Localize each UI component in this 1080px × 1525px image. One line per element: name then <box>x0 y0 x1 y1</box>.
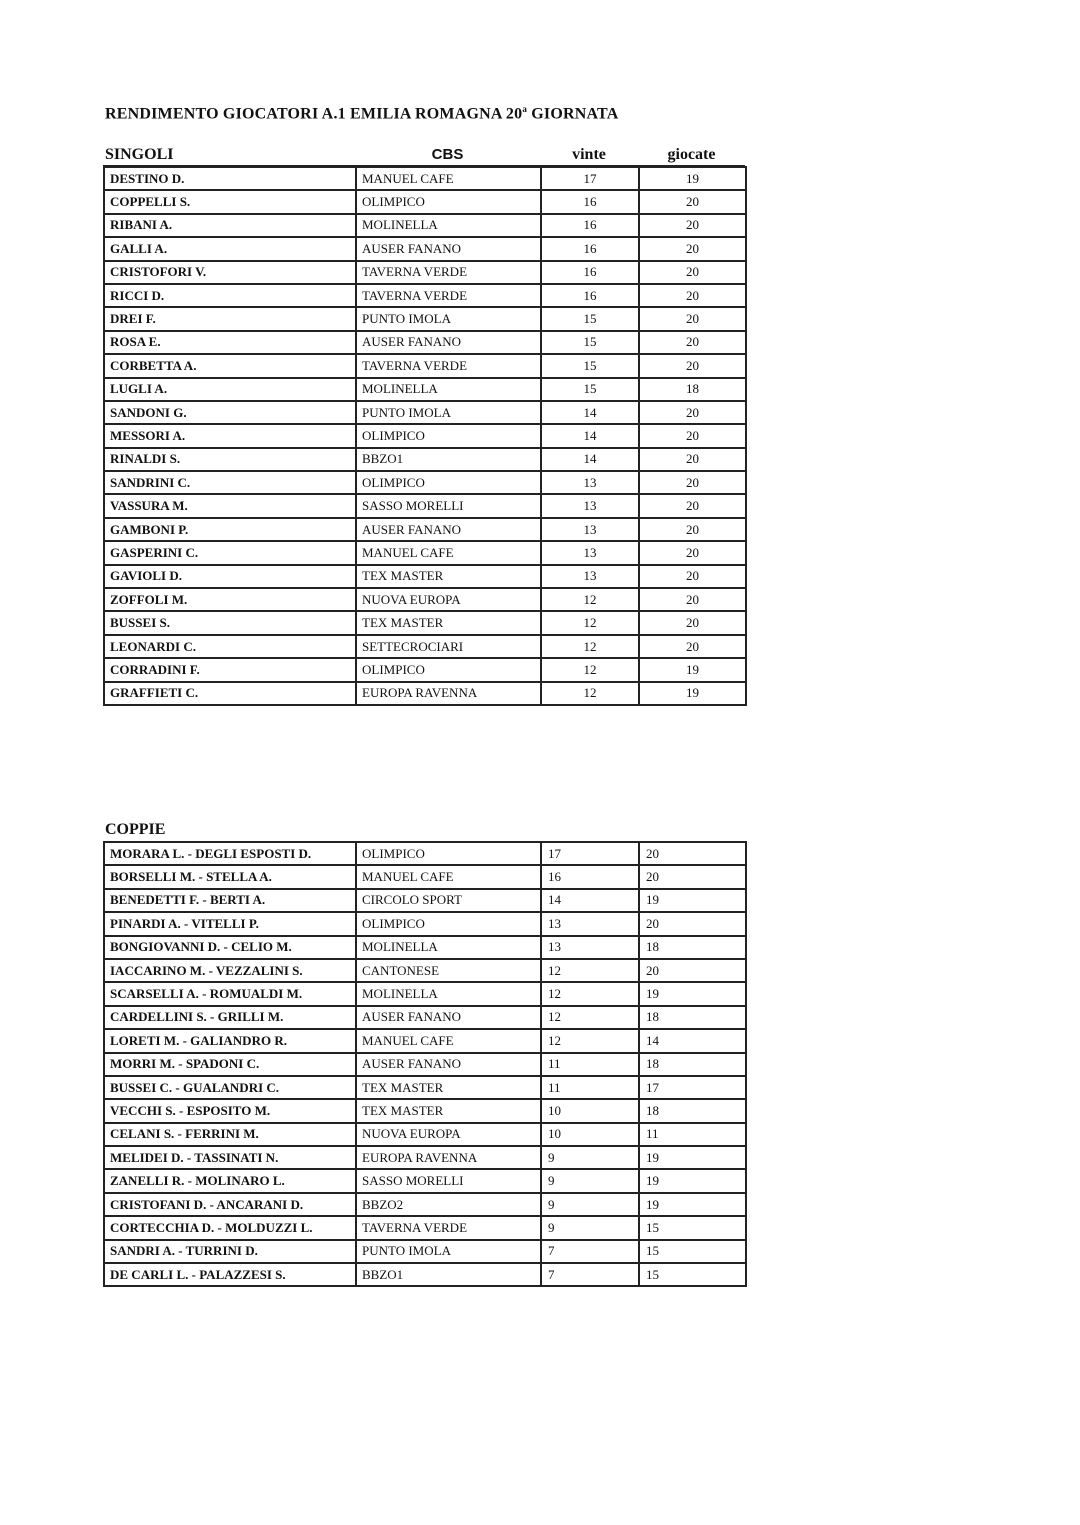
team-cell: EUROPA RAVENNA <box>356 1146 541 1169</box>
giocate-cell: 18 <box>639 936 746 959</box>
giocate-cell: 15 <box>639 1216 746 1239</box>
team-cell: TEX MASTER <box>356 1076 541 1099</box>
table-row <box>104 261 746 284</box>
vinte-cell: 13 <box>541 936 639 959</box>
giocate-cell: 20 <box>639 611 746 634</box>
table-row <box>104 912 746 935</box>
vinte-cell: 10 <box>541 1099 639 1122</box>
player-name-cell: GASPERINI C. <box>104 541 356 564</box>
vinte-cell: 16 <box>541 237 639 260</box>
player-name-cell: RINALDI S. <box>104 448 356 471</box>
vinte-cell: 12 <box>541 635 639 658</box>
team-cell: MANUEL CAFE <box>356 541 541 564</box>
table-row <box>104 682 746 705</box>
giocate-cell: 20 <box>639 494 746 517</box>
singoli-header: SINGOLI <box>105 146 174 163</box>
player-name-cell: RIBANI A. <box>104 214 356 237</box>
giocate-cell: 20 <box>639 448 746 471</box>
table-row <box>104 307 746 330</box>
table-row <box>104 842 746 865</box>
table-row <box>104 1263 746 1286</box>
vinte-cell: 14 <box>541 889 639 912</box>
player-name-cell: MORRI M. - SPADONI C. <box>104 1053 356 1076</box>
table-row <box>104 635 746 658</box>
team-cell: SASSO MORELLI <box>356 1169 541 1192</box>
giocate-cell: 19 <box>639 889 746 912</box>
vinte-cell: 16 <box>541 214 639 237</box>
giocate-cell: 20 <box>639 912 746 935</box>
player-name-cell: CORRADINI F. <box>104 658 356 681</box>
vinte-cell: 15 <box>541 331 639 354</box>
player-name-cell: PINARDI A. - VITELLI P. <box>104 912 356 935</box>
table-row <box>104 959 746 982</box>
table-row <box>104 611 746 634</box>
giocate-cell: 20 <box>639 865 746 888</box>
vinte-cell: 13 <box>541 912 639 935</box>
table-row <box>104 865 746 888</box>
player-name-cell: BENEDETTI F. - BERTI A. <box>104 889 356 912</box>
giocate-header: giocate <box>667 146 716 163</box>
table-row <box>104 1076 746 1099</box>
coppie-header: COPPIE <box>105 821 166 838</box>
team-cell: MANUEL CAFE <box>356 865 541 888</box>
vinte-cell: 11 <box>541 1076 639 1099</box>
team-cell: OLIMPICO <box>356 471 541 494</box>
table-row <box>104 936 746 959</box>
vinte-cell: 13 <box>541 494 639 517</box>
vinte-cell: 12 <box>541 1006 639 1029</box>
giocate-cell: 18 <box>639 1099 746 1122</box>
table-row <box>104 889 746 912</box>
giocate-cell: 20 <box>639 261 746 284</box>
player-name-cell: ZANELLI R. - MOLINARO L. <box>104 1169 356 1192</box>
player-name-cell: LEONARDI C. <box>104 635 356 658</box>
team-cell: CANTONESE <box>356 959 541 982</box>
vinte-cell: 13 <box>541 518 639 541</box>
giocate-cell: 14 <box>639 1029 746 1052</box>
table-row <box>104 378 746 401</box>
player-name-cell: LORETI M. - GALIANDRO R. <box>104 1029 356 1052</box>
giocate-cell: 20 <box>639 354 746 377</box>
team-cell: MANUEL CAFE <box>356 167 541 190</box>
giocate-cell: 20 <box>639 284 746 307</box>
player-name-cell: CORBETTA A. <box>104 354 356 377</box>
vinte-cell: 9 <box>541 1216 639 1239</box>
vinte-cell: 12 <box>541 959 639 982</box>
player-name-cell: COPPELLI S. <box>104 190 356 213</box>
vinte-cell: 7 <box>541 1240 639 1263</box>
team-cell: OLIMPICO <box>356 658 541 681</box>
giocate-cell: 20 <box>639 518 746 541</box>
coppie-table <box>103 841 747 1287</box>
team-cell: AUSER FANANO <box>356 1053 541 1076</box>
vinte-cell: 12 <box>541 588 639 611</box>
cbs-header: CBS <box>431 146 464 163</box>
player-name-cell: DE CARLI L. - PALAZZESI S. <box>104 1263 356 1286</box>
giocate-cell: 18 <box>639 1053 746 1076</box>
vinte-cell: 16 <box>541 284 639 307</box>
player-name-cell: BUSSEI C. - GUALANDRI C. <box>104 1076 356 1099</box>
table-row <box>104 237 746 260</box>
table-row <box>104 1193 746 1216</box>
giocate-cell: 18 <box>639 1006 746 1029</box>
vinte-header: vinte <box>572 146 606 163</box>
document-title <box>105 104 618 123</box>
table-row <box>104 284 746 307</box>
vinte-cell: 12 <box>541 682 639 705</box>
player-name-cell: IACCARINO M. - VEZZALINI S. <box>104 959 356 982</box>
player-name-cell: SCARSELLI A. - ROMUALDI M. <box>104 982 356 1005</box>
vinte-cell: 12 <box>541 1029 639 1052</box>
player-name-cell: DREI F. <box>104 307 356 330</box>
team-cell: OLIMPICO <box>356 190 541 213</box>
team-cell: PUNTO IMOLA <box>356 401 541 424</box>
table-row <box>104 354 746 377</box>
vinte-cell: 17 <box>541 842 639 865</box>
table-row <box>104 1123 746 1146</box>
team-cell: PUNTO IMOLA <box>356 1240 541 1263</box>
singoli-table <box>103 166 747 706</box>
player-name-cell: BONGIOVANNI D. - CELIO M. <box>104 936 356 959</box>
vinte-cell: 15 <box>541 307 639 330</box>
team-cell: MOLINELLA <box>356 936 541 959</box>
player-name-cell: CARDELLINI S. - GRILLI M. <box>104 1006 356 1029</box>
table-row <box>104 1169 746 1192</box>
team-cell: CIRCOLO SPORT <box>356 889 541 912</box>
table-row <box>104 214 746 237</box>
player-name-cell: VECCHI S. - ESPOSITO M. <box>104 1099 356 1122</box>
team-cell: MOLINELLA <box>356 378 541 401</box>
giocate-cell: 20 <box>639 959 746 982</box>
title-text: RENDIMENTO GIOCATORI A.1 EMILIA ROMAGNA 20 <box>105 105 523 123</box>
vinte-cell: 10 <box>541 1123 639 1146</box>
giocate-cell: 20 <box>639 237 746 260</box>
vinte-cell: 15 <box>541 354 639 377</box>
giocate-cell: 11 <box>639 1123 746 1146</box>
giocate-cell: 20 <box>639 842 746 865</box>
vinte-cell: 15 <box>541 378 639 401</box>
player-name-cell: SANDONI G. <box>104 401 356 424</box>
table-row <box>104 190 746 213</box>
player-name-cell: ROSA E. <box>104 331 356 354</box>
team-cell: TEX MASTER <box>356 565 541 588</box>
vinte-cell: 12 <box>541 982 639 1005</box>
player-name-cell: ZOFFOLI M. <box>104 588 356 611</box>
giocate-cell: 20 <box>639 190 746 213</box>
team-cell: OLIMPICO <box>356 912 541 935</box>
table-row <box>104 448 746 471</box>
player-name-cell: MORARA L. - DEGLI ESPOSTI D. <box>104 842 356 865</box>
player-name-cell: CORTECCHIA D. - MOLDUZZI L. <box>104 1216 356 1239</box>
team-cell: AUSER FANANO <box>356 518 541 541</box>
vinte-cell: 17 <box>541 167 639 190</box>
giocate-cell: 20 <box>639 214 746 237</box>
player-name-cell: GAVIOLI D. <box>104 565 356 588</box>
vinte-cell: 16 <box>541 261 639 284</box>
table-row <box>104 1029 746 1052</box>
giocate-cell: 19 <box>639 658 746 681</box>
giocate-cell: 19 <box>639 1193 746 1216</box>
player-name-cell: SANDRINI C. <box>104 471 356 494</box>
table-row <box>104 541 746 564</box>
player-name-cell: CRISTOFORI V. <box>104 261 356 284</box>
team-cell: OLIMPICO <box>356 424 541 447</box>
player-name-cell: CELANI S. - FERRINI M. <box>104 1123 356 1146</box>
vinte-cell: 9 <box>541 1169 639 1192</box>
team-cell: TAVERNA VERDE <box>356 261 541 284</box>
team-cell: OLIMPICO <box>356 842 541 865</box>
team-cell: MOLINELLA <box>356 982 541 1005</box>
giocate-cell: 19 <box>639 167 746 190</box>
team-cell: TEX MASTER <box>356 1099 541 1122</box>
giocate-cell: 20 <box>639 565 746 588</box>
team-cell: BBZO2 <box>356 1193 541 1216</box>
player-name-cell: GALLI A. <box>104 237 356 260</box>
table-row <box>104 331 746 354</box>
player-name-cell: CRISTOFANI D. - ANCARANI D. <box>104 1193 356 1216</box>
giocate-cell: 20 <box>639 424 746 447</box>
vinte-cell: 13 <box>541 541 639 564</box>
team-cell: TAVERNA VERDE <box>356 1216 541 1239</box>
player-name-cell: RICCI D. <box>104 284 356 307</box>
giocate-cell: 20 <box>639 588 746 611</box>
player-name-cell: VASSURA M. <box>104 494 356 517</box>
title-superscript: a <box>522 104 528 114</box>
team-cell: BBZO1 <box>356 1263 541 1286</box>
title-tail: GIORNATA <box>527 105 619 123</box>
vinte-cell: 7 <box>541 1263 639 1286</box>
giocate-cell: 20 <box>639 471 746 494</box>
player-name-cell: BORSELLI M. - STELLA A. <box>104 865 356 888</box>
vinte-cell: 11 <box>541 1053 639 1076</box>
team-cell: MANUEL CAFE <box>356 1029 541 1052</box>
player-name-cell: GRAFFIETI C. <box>104 682 356 705</box>
vinte-cell: 9 <box>541 1193 639 1216</box>
team-cell: MOLINELLA <box>356 214 541 237</box>
giocate-cell: 20 <box>639 541 746 564</box>
giocate-cell: 15 <box>639 1263 746 1286</box>
table-row <box>104 167 746 190</box>
player-name-cell: MELIDEI D. - TASSINATI N. <box>104 1146 356 1169</box>
vinte-cell: 13 <box>541 565 639 588</box>
team-cell: NUOVA EUROPA <box>356 1123 541 1146</box>
team-cell: AUSER FANANO <box>356 1006 541 1029</box>
vinte-cell: 12 <box>541 611 639 634</box>
giocate-cell: 20 <box>639 635 746 658</box>
player-name-cell: SANDRI A. - TURRINI D. <box>104 1240 356 1263</box>
vinte-cell: 16 <box>541 190 639 213</box>
player-name-cell: MESSORI A. <box>104 424 356 447</box>
table-row <box>104 1006 746 1029</box>
vinte-cell: 13 <box>541 471 639 494</box>
team-cell: PUNTO IMOLA <box>356 307 541 330</box>
giocate-cell: 18 <box>639 378 746 401</box>
giocate-cell: 19 <box>639 1146 746 1169</box>
team-cell: NUOVA EUROPA <box>356 588 541 611</box>
table-row <box>104 424 746 447</box>
table-row <box>104 494 746 517</box>
player-name-cell: GAMBONI P. <box>104 518 356 541</box>
player-name-cell: DESTINO D. <box>104 167 356 190</box>
giocate-cell: 19 <box>639 682 746 705</box>
vinte-cell: 16 <box>541 865 639 888</box>
team-cell: EUROPA RAVENNA <box>356 682 541 705</box>
giocate-cell: 19 <box>639 1169 746 1192</box>
table-row <box>104 982 746 1005</box>
team-cell: AUSER FANANO <box>356 331 541 354</box>
table-row <box>104 1240 746 1263</box>
team-cell: TAVERNA VERDE <box>356 284 541 307</box>
giocate-cell: 15 <box>639 1240 746 1263</box>
table-row <box>104 1146 746 1169</box>
table-row <box>104 1099 746 1122</box>
table-row <box>104 518 746 541</box>
table-row <box>104 401 746 424</box>
vinte-cell: 14 <box>541 401 639 424</box>
player-name-cell: BUSSEI S. <box>104 611 356 634</box>
table-row <box>104 471 746 494</box>
table-row <box>104 658 746 681</box>
table-row <box>104 1216 746 1239</box>
player-name-cell: LUGLI A. <box>104 378 356 401</box>
team-cell: TAVERNA VERDE <box>356 354 541 377</box>
team-cell: SASSO MORELLI <box>356 494 541 517</box>
table-row <box>104 588 746 611</box>
team-cell: TEX MASTER <box>356 611 541 634</box>
team-cell: SETTECROCIARI <box>356 635 541 658</box>
table-row <box>104 1053 746 1076</box>
giocate-cell: 17 <box>639 1076 746 1099</box>
giocate-cell: 20 <box>639 331 746 354</box>
team-cell: BBZO1 <box>356 448 541 471</box>
giocate-cell: 19 <box>639 982 746 1005</box>
vinte-cell: 14 <box>541 448 639 471</box>
giocate-cell: 20 <box>639 401 746 424</box>
vinte-cell: 9 <box>541 1146 639 1169</box>
vinte-cell: 12 <box>541 658 639 681</box>
table-row <box>104 565 746 588</box>
team-cell: AUSER FANANO <box>356 237 541 260</box>
giocate-cell: 20 <box>639 307 746 330</box>
vinte-cell: 14 <box>541 424 639 447</box>
